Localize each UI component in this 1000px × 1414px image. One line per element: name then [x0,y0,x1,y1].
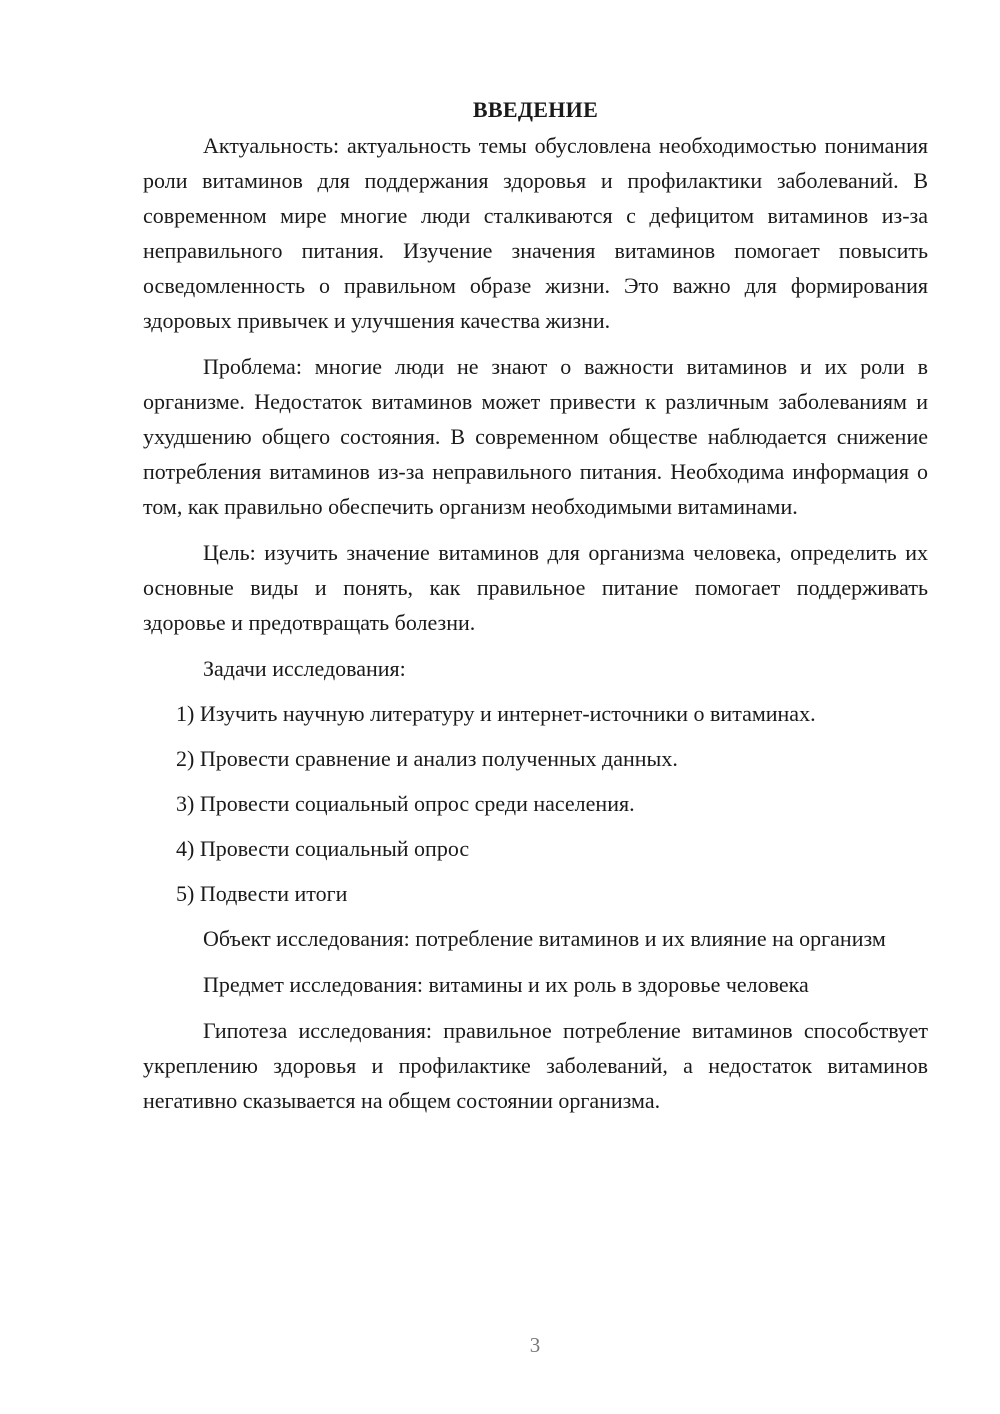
tasks-list [143,696,928,911]
paragraph-subject: Предмет исследования: витамины и их роль в здоровье человека [203,972,809,997]
paragraph-relevance: Актуальность: актуальность темы обусловлена необходимостью понимания роли витаминов для поддержания здоровья и профилактики заболеваний. В современном мире многие люди сталкиваются с дефицитом витаминов из-за неправильного питания. Изучение значения витаминов помогает повысить осведомленность о правильном образе жизни. Это важно для формирования здоровых привычек и улучшения качества жизни. [143,133,928,333]
list-item: 3) Провести социальный опрос среди населения. [176,791,635,816]
list-item: 4) Провести социальный опрос [176,836,470,861]
paragraph-goal: Цель: изучить значение витаминов для организма человека, определить их основные виды и понять, как правильное питание помогает поддерживать здоровье и предотвращать болезни. [143,540,928,635]
section-heading: ВВЕДЕНИЕ [472,97,599,122]
page-content [143,92,928,1129]
paragraph-tasks-title: Задачи исследования: [203,656,406,681]
list-item: 1) Изучить научную литературу и интернет-источники о витаминах. [176,701,816,726]
page-number: 3 [529,1333,541,1357]
list-item: 2) Провести сравнение и анализ полученных данных. [176,746,678,771]
paragraph-problem: Проблема: многие люди не знают о важности витаминов и их роли в организме. Недостаток витаминов может привести к различным заболеваниям и ухудшению общего состояния. В современном обществе наблюдается снижение потребления витаминов из-за неправильного питания. Необходима информация о том, как правильно обеспечить организм необходимыми витаминами. [143,354,928,519]
list-item: 5) Подвести итоги [176,881,348,906]
paragraph-hypothesis: Гипотеза исследования: правильное потребление витаминов способствует укреплению здоровья и профилактике заболеваний, а недостаток витаминов негативно сказывается на общем состоянии организма. [143,1018,928,1113]
paragraph-object: Объект исследования: потребление витаминов и их влияние на организм [203,926,886,951]
